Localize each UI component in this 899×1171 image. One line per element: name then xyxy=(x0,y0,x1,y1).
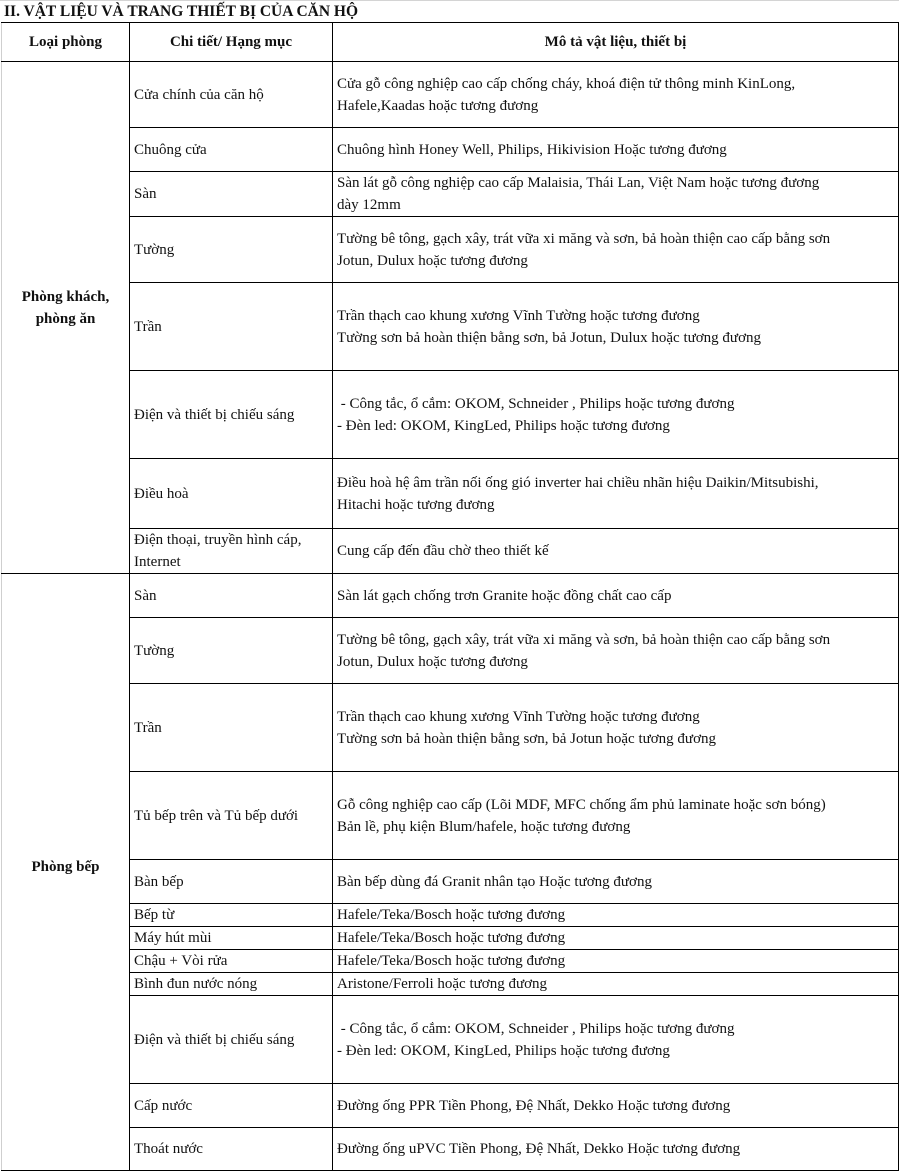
table-row xyxy=(2,574,899,618)
table-row xyxy=(2,459,899,529)
item-label: Chậu + Vòi rửa xyxy=(134,953,228,969)
description-text: Bàn bếp dùng đá Granit nhân tạo Hoặc tương đương xyxy=(337,873,652,890)
item-label: Điều hoà xyxy=(134,485,189,502)
description-text: Sàn lát gỗ công nghiệp cao cấp Malaisia, Thái Lan, Việt Nam hoặc tương đương xyxy=(337,175,820,191)
description-text: Trần thạch cao khung xương Vĩnh Tường hoặc tương đương xyxy=(337,307,700,324)
table-row xyxy=(2,217,899,283)
item-label: Bình đun nước nóng xyxy=(134,976,258,992)
description-text: Bản lề, phụ kiện Blum/hafele, hoặc tương đương xyxy=(337,818,631,835)
description-cell xyxy=(333,904,899,927)
description-text: Chuông hình Honey Well, Philips, Hikivision Hoặc tương đương xyxy=(337,141,727,158)
item-label: Trần xyxy=(134,719,162,736)
description-text: - Đèn led: OKOM, KingLed, Philips hoặc tương đương xyxy=(337,1042,670,1059)
item-label: Thoát nước xyxy=(134,1141,203,1157)
description-cell xyxy=(333,1084,899,1128)
item-label: Điện và thiết bị chiếu sáng xyxy=(134,406,295,423)
description-text: Hafele/Teka/Bosch hoặc tương đương xyxy=(337,907,566,923)
item-label: Điện thoại, truyền hình cáp, xyxy=(134,532,302,548)
description-cell xyxy=(333,62,899,128)
header-description: Mô tả vật liệu, thiết bị xyxy=(333,23,899,62)
table-row xyxy=(2,904,899,927)
item-cell xyxy=(130,684,333,772)
item-cell xyxy=(130,618,333,684)
description-cell xyxy=(333,1128,899,1171)
room-type-label: Phòng bếp xyxy=(31,859,100,875)
table-row xyxy=(2,772,899,860)
description-text: Tường sơn bả hoàn thiện bằng sơn, bả Jotun hoặc tương đương xyxy=(337,730,716,747)
table-row xyxy=(2,172,899,217)
item-cell xyxy=(130,371,333,459)
description-text: Hitachi hoặc tương đương xyxy=(337,496,495,513)
item-cell xyxy=(130,860,333,904)
item-cell xyxy=(130,283,333,371)
item-label: Sàn xyxy=(134,186,157,202)
description-cell xyxy=(333,459,899,529)
description-text: Gỗ công nghiệp cao cấp (Lõi MDF, MFC chống ẩm phủ laminate hoặc sơn bóng) xyxy=(337,796,826,813)
item-label: Internet xyxy=(134,554,181,570)
description-cell xyxy=(333,996,899,1084)
description-text: Trần thạch cao khung xương Vĩnh Tường hoặc tương đương xyxy=(337,708,700,725)
item-label: Chuông cửa xyxy=(134,141,207,158)
description-text: Tường bê tông, gạch xây, trát vữa xi măng và sơn, bả hoàn thiện cao cấp bằng sơn xyxy=(337,230,831,247)
section-title: II. VẬT LIỆU VÀ TRANG THIẾT BỊ CỦA CĂN HỘ xyxy=(4,3,359,20)
item-cell xyxy=(130,62,333,128)
description-text: - Đèn led: OKOM, KingLed, Philips hoặc tương đương xyxy=(337,417,670,434)
description-text: Cung cấp đến đầu chờ theo thiết kế xyxy=(337,543,549,559)
description-text: Jotun, Dulux hoặc tương đương xyxy=(337,653,528,670)
description-text: - Công tắc, ổ cắm: OKOM, Schneider , Philips hoặc tương đương xyxy=(337,395,735,412)
description-text: Sàn lát gạch chống trơn Granite hoặc đồng chất cao cấp xyxy=(337,587,672,604)
item-label: Cấp nước xyxy=(134,1097,193,1114)
description-text: Hafele/Teka/Bosch hoặc tương đương xyxy=(337,930,566,946)
description-text: - Công tắc, ổ cắm: OKOM, Schneider , Philips hoặc tương đương xyxy=(337,1020,735,1037)
header-item: Chi tiết/ Hạng mục xyxy=(130,23,333,62)
description-text: dày 12mm xyxy=(337,197,401,213)
description-cell xyxy=(333,927,899,950)
item-cell xyxy=(130,973,333,996)
item-label: Bàn bếp xyxy=(134,873,184,890)
item-label: Tường xyxy=(134,642,175,659)
description-text: Hafele/Teka/Bosch hoặc tương đương xyxy=(337,953,566,969)
item-cell xyxy=(130,128,333,172)
item-label: Cửa chính của căn hộ xyxy=(134,86,264,103)
table-row xyxy=(2,860,899,904)
item-cell xyxy=(130,996,333,1084)
item-cell xyxy=(130,1084,333,1128)
item-cell xyxy=(130,1128,333,1171)
description-text: Đường ống uPVC Tiền Phong, Đệ Nhất, Dekko Hoặc tương đương xyxy=(337,1141,741,1157)
room-type-cell xyxy=(2,62,130,574)
description-text: Aristone/Ferroli hoặc tương đương xyxy=(337,976,548,992)
table-row xyxy=(2,283,899,371)
item-cell xyxy=(130,172,333,217)
table-row xyxy=(2,950,899,973)
header-row xyxy=(2,23,899,62)
description-text: Hafele,Kaadas hoặc tương đương xyxy=(337,97,539,114)
description-cell xyxy=(333,574,899,618)
item-cell xyxy=(130,459,333,529)
table-row xyxy=(2,973,899,996)
description-cell xyxy=(333,860,899,904)
description-cell xyxy=(333,283,899,371)
description-text: Cửa gỗ công nghiệp cao cấp chống cháy, khoá điện tử thông minh KinLong, xyxy=(337,75,796,92)
description-cell xyxy=(333,371,899,459)
item-cell xyxy=(130,927,333,950)
item-cell xyxy=(130,904,333,927)
description-cell xyxy=(333,772,899,860)
table-row xyxy=(2,371,899,459)
room-type-label: phòng ăn xyxy=(35,310,96,327)
item-cell xyxy=(130,950,333,973)
table-row xyxy=(2,996,899,1084)
item-label: Điện và thiết bị chiếu sáng xyxy=(134,1031,295,1048)
description-cell xyxy=(333,172,899,217)
description-cell xyxy=(333,684,899,772)
description-cell xyxy=(333,973,899,996)
description-cell xyxy=(333,217,899,283)
materials-table xyxy=(1,22,899,1171)
description-text: Tường bê tông, gạch xây, trát vữa xi măng và sơn, bả hoàn thiện cao cấp bằng sơn xyxy=(337,631,831,648)
description-text: Đường ống PPR Tiền Phong, Đệ Nhất, Dekko Hoặc tương đương xyxy=(337,1097,731,1114)
item-label: Máy hút mùi xyxy=(134,930,212,946)
item-label: Sàn xyxy=(134,587,157,604)
table-row xyxy=(2,927,899,950)
table-row xyxy=(2,529,899,574)
item-cell xyxy=(130,217,333,283)
description-text: Điều hoà hệ âm trần nối ống gió inverter hai chiều nhãn hiệu Daikin/Mitsubishi, xyxy=(337,474,819,491)
description-cell xyxy=(333,529,899,574)
item-cell xyxy=(130,529,333,574)
item-label: Bếp từ xyxy=(134,907,175,923)
table-row xyxy=(2,128,899,172)
table-row xyxy=(2,1084,899,1128)
room-type-label: Phòng khách, xyxy=(21,288,110,305)
item-cell xyxy=(130,772,333,860)
room-type-cell xyxy=(2,574,130,1171)
table-row xyxy=(2,1128,899,1171)
description-text: Tường sơn bả hoàn thiện bằng sơn, bả Jotun, Dulux hoặc tương đương xyxy=(337,329,761,346)
table-row xyxy=(2,618,899,684)
table-row xyxy=(2,684,899,772)
description-cell xyxy=(333,950,899,973)
description-text: Jotun, Dulux hoặc tương đương xyxy=(337,252,528,269)
item-label: Tường xyxy=(134,241,175,258)
description-cell xyxy=(333,618,899,684)
header-room-type: Loại phòng xyxy=(2,23,130,62)
table-row xyxy=(2,62,899,128)
description-cell xyxy=(333,128,899,172)
item-label: Trần xyxy=(134,318,162,335)
item-cell xyxy=(130,574,333,618)
item-label: Tủ bếp trên và Tủ bếp dưới xyxy=(134,807,299,824)
